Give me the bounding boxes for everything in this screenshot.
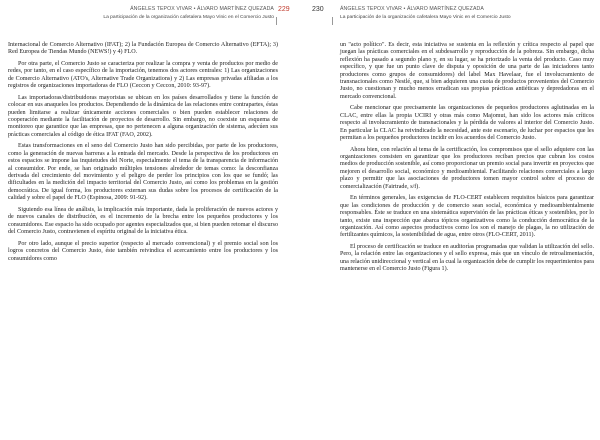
running-header bbox=[62, 6, 274, 26]
header-title: La participación de la organización cafetalera Mayo Vinic en el Comercio Justo bbox=[103, 15, 274, 20]
header-divider bbox=[332, 17, 333, 25]
body-text bbox=[340, 42, 594, 278]
paragraph: En términos generales, las exigencias de FLO-CERT establecen requisitos básicos para garantizar que las condiciones de producción y de comercio sean social, económica y medioambientalmente responsables. Éste se traduce en una sistemática supervisión de las prácticas éticas y sostenibles, por lo tanto, existe una inspección que abarca tópicos organizativos como la conducción democrática de la organización. Así como aspectos productivos como los son el manejo de plagas, la no utilización de fertilizantes químicos, la sostenibilidad de agua, entre otros (FLO-CERT, 2011). bbox=[340, 195, 594, 239]
paragraph: Cabe mencionar que precisamente las organizaciones de pequeños productores aglutinadas en la CLAC, entre ellas la propia UCIRI y otras más como Majomut, han sido los actores más críticos respecto al involucramiento de transnacionales y la pérdida de valores al interior del Comercio Justo. En particular la CLAC ha reivindicado la necesidad, ante este escenario, de luchar por espacios que les permitan a los pequeños productores incidir en los acuerdos del Comercio Justo. bbox=[340, 105, 594, 142]
body-text bbox=[8, 42, 278, 267]
paragraph: Ahora bien, con relación al tema de la certificación, los compromisos que el sello adquiere con las organizaciones consisten en garantizar que los productores reciban precios que cubran los costos medios de producción sostenible, así como proporcionar un premio social para invertir en proyectos que mejoren el desarrollo social, económico y medioambiental. Facilitando relaciones comerciales a largo plazo y permitir que las asociaciones de productores tomen mayor control sobre el proceso de comercialización (Fairtrade, s/f). bbox=[340, 146, 595, 190]
paragraph: un "acto político". Es decir, esta iniciativa se sustenta en la reflexión y crítica respecto al papel que juegan las prácticas comerciales en el subdesarrollo y reproducción de la pobreza. Sin embargo, dicha reflexión ha pasado a segundo plano y, en su lugar, se ha priorizado la venta del producto. Caso muy específico, y que fue un punto clave de disputa y oposición de una parte de las iniciadores tanto productores como grupos de consumidores) del label Max Havelaar, fue el involucramiento de transnacionales como Nestlé, que, si bien adquieren una cuota de productos provenientes del Comercio Justo, no cuestionan y mucho menos erradican sus propias prácticas antiéticas y depredadoras en el mercado convencional. bbox=[340, 42, 594, 100]
running-header bbox=[340, 6, 540, 26]
page-number: 229 bbox=[278, 6, 290, 13]
paragraph: Siguiendo esa línea de análisis, la implicación más importante, dada la proliferación de nuevos actores y de nuevos canales de distribución, es el incremento de la brecha entre los pequeños productores y los consumidores. Ese espacio ha sido ocupado por agentes especializados que, si bien pueden retomar el discurso del Comercio Justo, contravienen el espíritu original de la iniciativa ética. bbox=[8, 206, 278, 236]
header-divider bbox=[276, 17, 277, 25]
paragraph: Por otra parte, el Comercio Justo se caracteriza por realizar la compra y venta de productos por medio de redes, por tanto, en el caso específico de la importación, tenemos dos actores centrales: 1) Las organizaciones de Comercio Alternativo (ATO's, Alternative Trade Organizations) y 2) Las empresas privadas afiliadas a los registros de organizaciones importadoras de FLO (Ceccon y Ceccon, 2010: 93-97). bbox=[8, 61, 278, 90]
paragraph: Internacional de Comercio Alternativo (IFAT); 2) la Fundación Europea de Comercio Alternativo (EFTA); 3) Red Europea de Tiendas Mundo (NEWS!) y 4) FLO. bbox=[8, 42, 278, 56]
header-authors: ÁNGELES TEPOX VIVAR • ÁLVARO MARTÍNEZ QUEZADA bbox=[130, 6, 274, 12]
left-page bbox=[0, 0, 292, 440]
paragraph: Por otro lado, aunque el precio superior (respecto al mercado convencional) y el premio social son los logros concretos del Comercio Justo, éste también reivindica el acercamiento entre los productores y los consumidores como bbox=[8, 240, 278, 262]
paragraph: Estas transformaciones en el seno del Comercio Justo han sido percibidas, por parte de los productores, como la generación de nuevas barreras a la entrada del mercado. Desde la perspectiva de los productores en estos espacios se impone las inquietudes del Norte, especialmente el tema de la transparencia de información al consumidor. Por ende, se han originado múltiples tensiones alrededor de temas como: la desconfianza derivada del crecimiento del movimiento y el peligro de perder los principios con los que se fundó; las dificultades en la medición del impacto territorial del Comercio Justo, así como los problemas en la gestión democrática. De igual forma, los productores externan sus dudas sobre los procesos de certificación de la calidad y sobre el papel de FLO (Espinosa, 2009: 91-92). bbox=[8, 143, 278, 202]
header-authors: ÁNGELES TEPOX VIVAR • ÁLVARO MARTÍNEZ QUEZADA bbox=[340, 6, 484, 12]
paragraph: El proceso de certificación se traduce en auditorías programadas que validan la utilización del sello. Pero, la relación entre las organizaciones y el sello expresa, más que un vínculo de retroalimentación, una relación unidireccional y vertical en la cual la organización debe de cumplir los requerimientos para mantenerse en el Comercio Justo (Figura 1). bbox=[340, 243, 594, 273]
header-title: La participación de la organización cafetalera Mayo Vinic en el Comercio Justo bbox=[340, 15, 511, 20]
paragraph: Las importadoras/distribuidoras mayoristas se ubican en los países desarrollados y tiene la función de colocar en sus anaqueles los productos. Dependiendo de la dinámica de las relaciones entre contrapartes, éstas pueden limitarse a realizar únicamente acciones comerciales o bien pueden establecer relaciones de cooperación mediante la facilitación de proyectos de desarrollo. Sin embargo, no coexiste un esquema de monitoreo que garantice que las empresas, que no pertenecen a alguna organización de sistema, adecúen sus prácticas comerciales al código de ética IFAT (FAO, 2002). bbox=[8, 94, 278, 138]
page-number: 230 bbox=[312, 6, 324, 13]
right-page bbox=[304, 0, 596, 440]
